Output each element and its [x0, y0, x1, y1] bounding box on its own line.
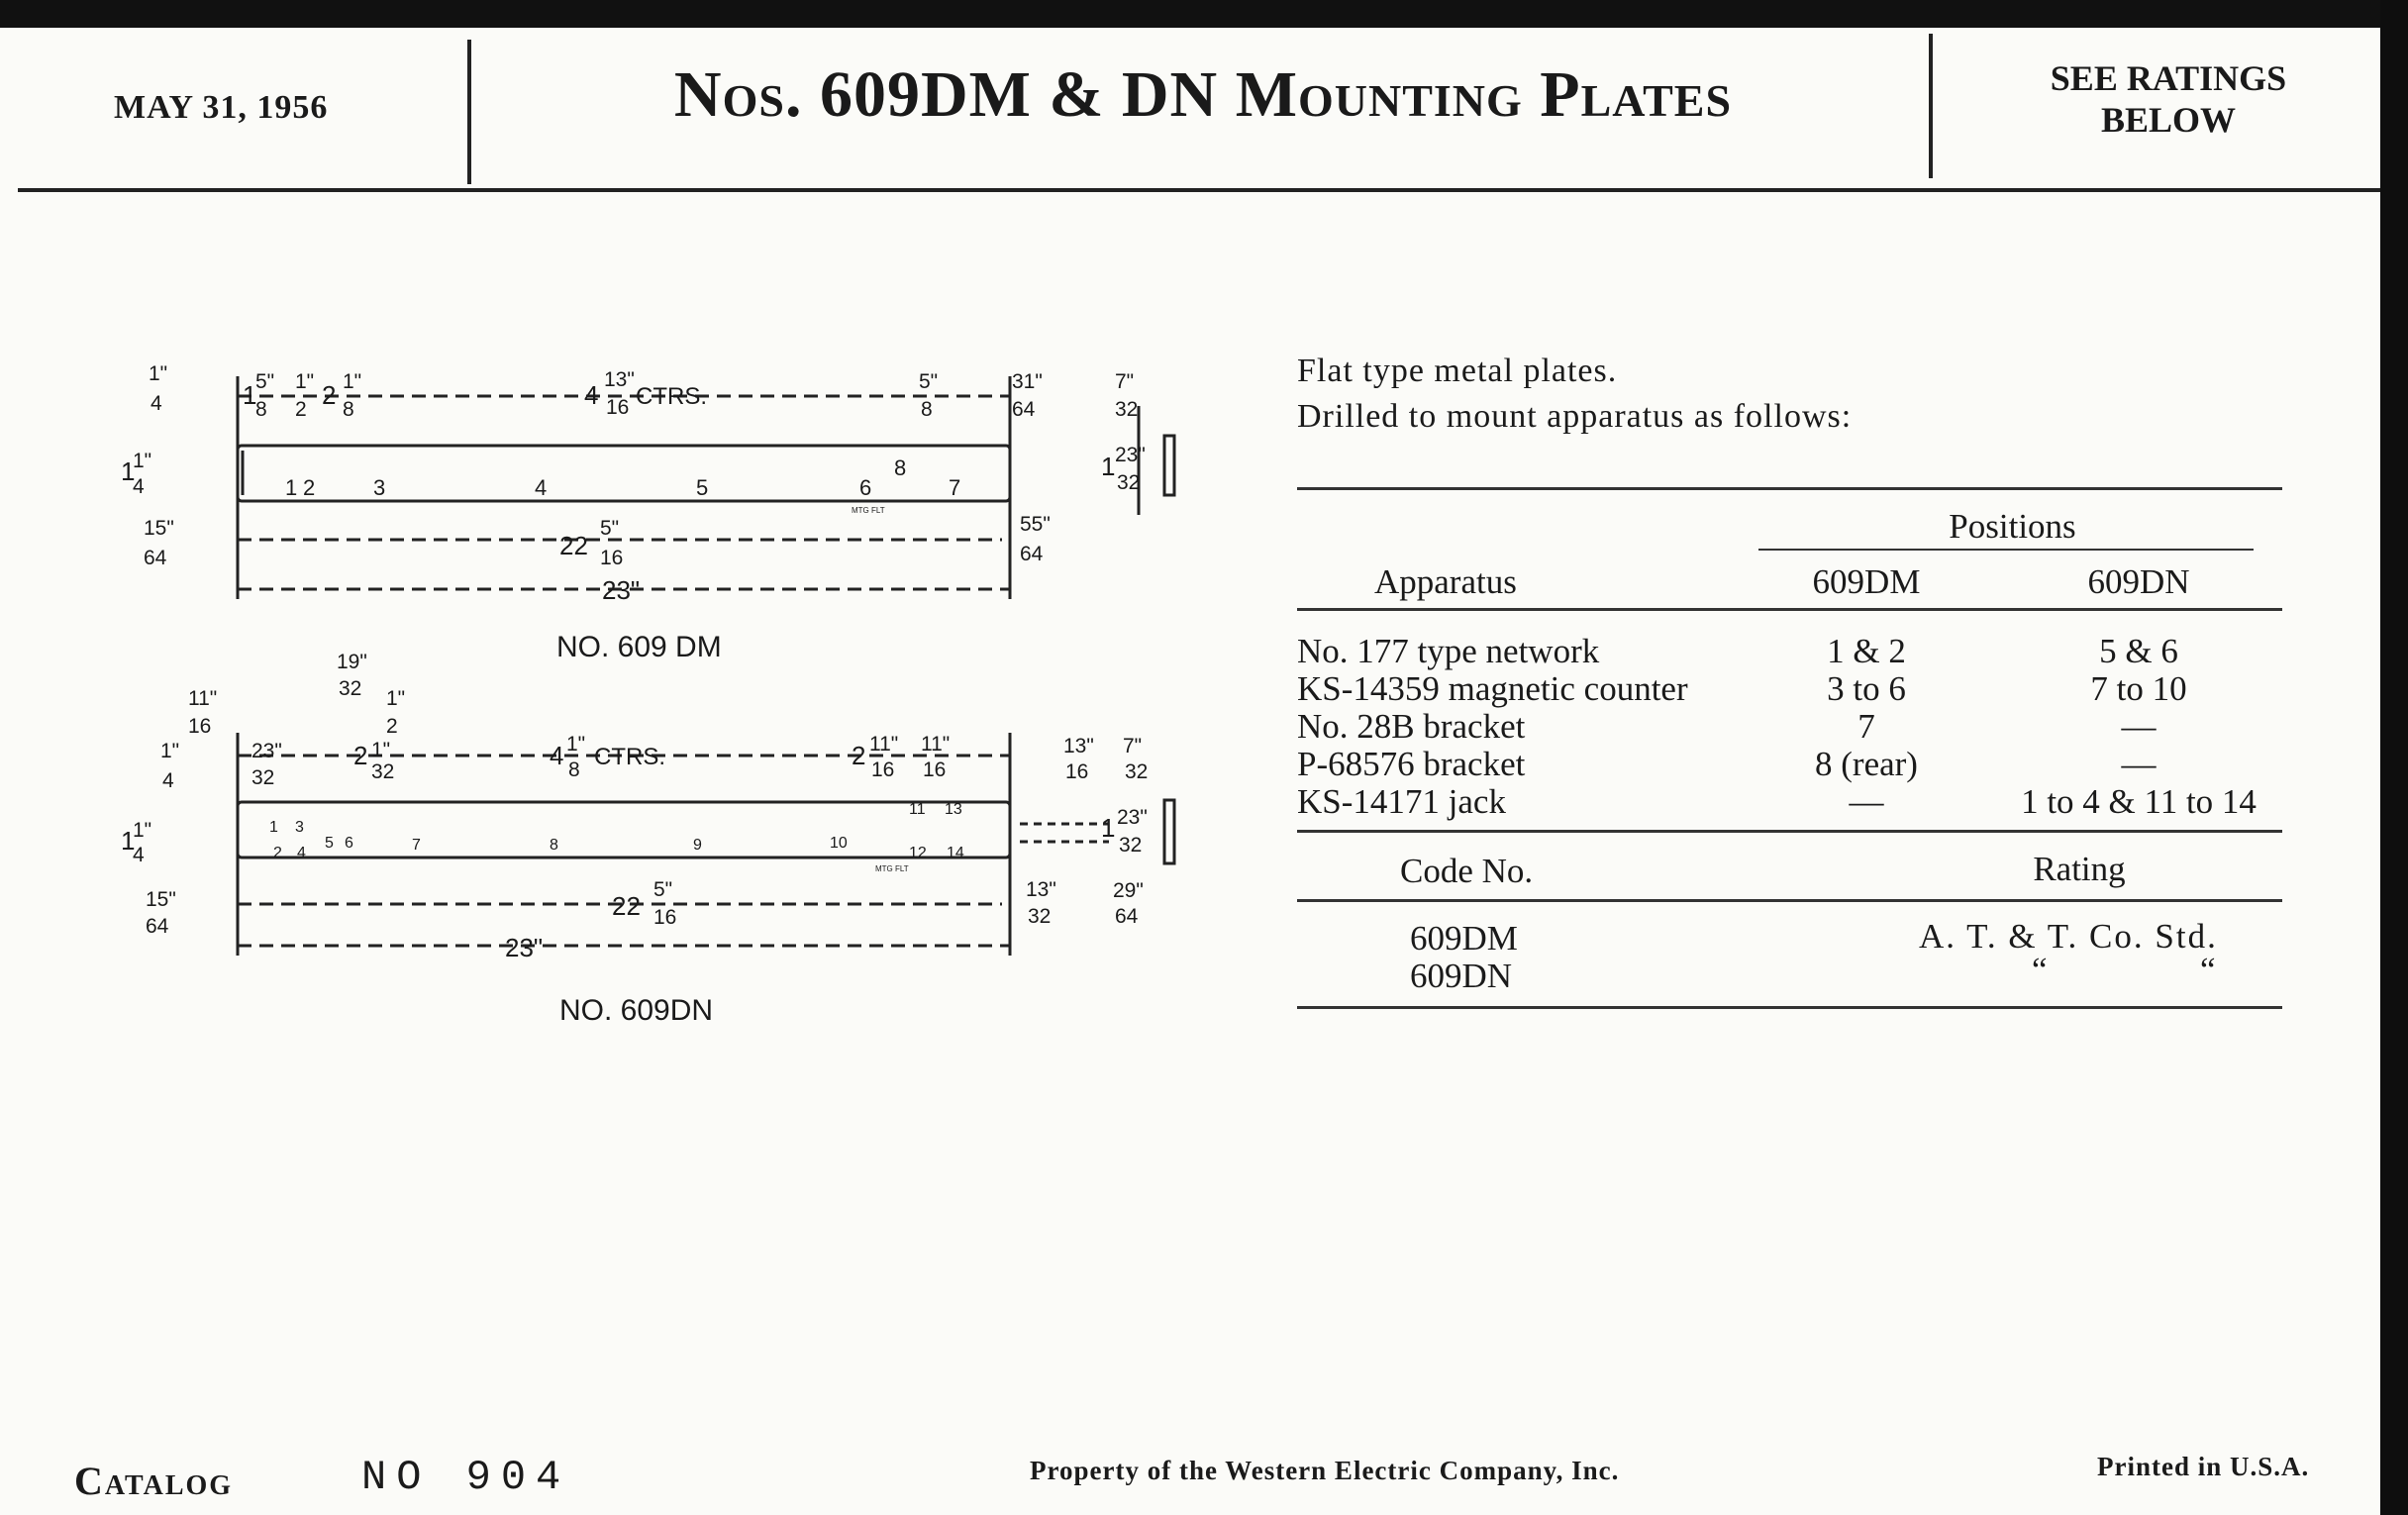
- dn-dim-8-num: 1": [371, 739, 391, 761]
- dm-ctrs-whole: 4: [584, 380, 599, 410]
- rating-col-header: Rating: [2033, 850, 2126, 888]
- apparatus-row-3-dm: 7: [1857, 707, 1875, 746]
- dm-dim-4-whole: 1: [243, 380, 257, 410]
- dn-col-header: 609DN: [2087, 562, 2190, 601]
- apparatus-row-4-dn: —: [2121, 745, 2157, 783]
- apparatus-row-3-dn: —: [2121, 707, 2157, 746]
- dn-pos-7: 7: [412, 837, 421, 854]
- dn-dim-13-num: 7": [1123, 735, 1143, 758]
- rating-row-1: A. T. & T. Co. Std.: [1919, 917, 2218, 956]
- dn-dim-2-num: 1": [160, 740, 180, 762]
- positions-underline: [1758, 549, 2254, 551]
- dm-dim-7-den: 8: [921, 398, 933, 421]
- dn-ctrs-whole: 4: [550, 741, 564, 770]
- dm-dim-4-den: 8: [255, 398, 267, 421]
- dm-dim-3-num: 15": [144, 517, 174, 540]
- apparatus-row-5-name: KS-14171 jack: [1297, 782, 1506, 821]
- dn-dim-12-den: 32: [1028, 905, 1052, 928]
- dm-col-header: 609DM: [1812, 562, 1921, 601]
- apparatus-row-4-name: P-68576 bracket: [1297, 745, 1526, 783]
- dn-pos-10: 10: [830, 835, 848, 852]
- dn-dim-14-whole: 1: [1101, 813, 1116, 843]
- rating-row-2-ditto-2: “: [2200, 951, 2216, 989]
- dm-dim-11-num: 23": [1115, 444, 1146, 466]
- dm-dim-3-den: 64: [144, 547, 167, 569]
- dm-dim-9-den: 64: [1020, 543, 1044, 565]
- dn-pos-2: 2: [273, 845, 282, 861]
- dm-dim-8-den: 64: [1012, 398, 1036, 421]
- dm-dim-2-num: 1": [133, 450, 152, 472]
- table-rule-mid: [1297, 830, 2282, 833]
- code-row-2: 609DN: [1410, 957, 1513, 995]
- dn-dim-1-den: 16: [188, 715, 212, 738]
- catalog-number: NO 904: [361, 1454, 571, 1501]
- dm-pos-1: 1: [285, 475, 298, 500]
- dn-dim-5-den: 32: [251, 766, 275, 789]
- dn-dim-1-num: 11": [188, 687, 218, 710]
- apparatus-row-1-dm: 1 & 2: [1827, 632, 1906, 670]
- dn-pos-14: 14: [947, 845, 964, 861]
- dn-dim-12-num: 13": [1026, 878, 1056, 901]
- dm-dim-1-den: 4: [150, 392, 162, 415]
- dm-pos-6: 6: [859, 475, 872, 500]
- apparatus-row-1-name: No. 177 type network: [1297, 632, 1600, 670]
- dm-dim-11-den: 32: [1117, 471, 1141, 494]
- dn-dim-14-den: 32: [1119, 834, 1143, 857]
- mounting-plate-drawings: [0, 0, 1287, 1089]
- dn-dim-3-num: 1": [133, 819, 152, 842]
- dm-pos-7: 7: [949, 475, 961, 500]
- dm-dim-4-num: 5": [255, 370, 275, 393]
- apparatus-row-1-dn: 5 & 6: [2099, 632, 2178, 670]
- dn-mtg-flat: MTG FLT: [875, 864, 909, 873]
- dm-dim-2-whole: 1: [121, 456, 136, 486]
- dm-dim-7-num: 5": [919, 370, 939, 393]
- apparatus-row-5-dm: —: [1849, 782, 1884, 821]
- dn-pos-1: 1: [269, 819, 278, 836]
- dm-dim-1-num: 1": [149, 362, 168, 385]
- dm-pos-3: 3: [373, 475, 386, 500]
- description-line-1: Flat type metal plates.: [1297, 353, 1618, 389]
- dn-dim-4-num: 15": [146, 888, 176, 911]
- dn-dim-9-num: 11": [869, 733, 899, 756]
- dn-length-total: 23": [505, 933, 544, 962]
- rating-note: [2010, 57, 2327, 141]
- dn-pos-4: 4: [297, 845, 306, 861]
- dn-dim-5-num: 23": [251, 740, 282, 762]
- rating-note-line2: BELOW: [2100, 100, 2237, 140]
- dm-ctrs-word: CTRS.: [636, 383, 707, 410]
- dm-ctrs-num: 13": [604, 368, 635, 391]
- dn-dim-10-num: 11": [921, 733, 951, 756]
- dn-pos-3: 3: [295, 819, 304, 836]
- dn-dim-10-den: 16: [923, 758, 947, 781]
- dn-dim-7-num: 1": [386, 687, 406, 710]
- page-title: Nos. 609DM & DN Mounting Plates: [673, 58, 1733, 131]
- dn-length-inner-whole: 22: [612, 891, 641, 921]
- dn-dim-15-num: 29": [1113, 879, 1144, 902]
- dn-dim-2-den: 4: [162, 769, 174, 792]
- dn-dim-3-whole: 1: [121, 826, 136, 856]
- dn-dim-8-den: 32: [371, 760, 395, 783]
- dm-length-inner-num: 5": [600, 517, 620, 540]
- dn-dim-14-num: 23": [1117, 806, 1148, 829]
- plate-609dn-outline: [238, 802, 1010, 858]
- header-divider-right: [1929, 34, 1933, 178]
- dn-dim-7-den: 2: [386, 715, 398, 738]
- dm-dim-10-num: 7": [1115, 370, 1135, 393]
- code-row-1: 609DM: [1410, 919, 1518, 958]
- dn-pos-5: 5: [325, 835, 334, 852]
- dm-dim-5-den: 2: [295, 398, 307, 421]
- dn-pos-11: 11: [909, 801, 926, 818]
- scan-edge: [2380, 0, 2408, 1515]
- table-rule-top: [1297, 487, 2282, 490]
- dn-dim-11-num: 13": [1063, 735, 1094, 758]
- catalog-label: Catalog: [74, 1459, 234, 1503]
- dn-length-inner-num: 5": [653, 878, 673, 901]
- dn-pos-12: 12: [909, 845, 927, 861]
- dn-dim-11-den: 16: [1065, 760, 1089, 783]
- rating-rule-head: [1297, 899, 2282, 902]
- dn-dim-13-den: 32: [1125, 760, 1149, 783]
- apparatus-row-2-dm: 3 to 6: [1827, 669, 1906, 708]
- rating-row-2-ditto-1: “: [2032, 951, 2048, 989]
- code-col-header: Code No.: [1400, 852, 1534, 890]
- dm-dim-6-den: 8: [343, 398, 354, 421]
- table-rule-head: [1297, 608, 2282, 611]
- dn-ctrs-den: 8: [568, 758, 580, 781]
- rating-rule-bottom: [1297, 1006, 2282, 1009]
- dm-caption: NO. 609 DM: [556, 631, 722, 663]
- dm-dim-2-den: 4: [133, 475, 145, 498]
- rating-note-line1: SEE RATINGS: [2050, 58, 2287, 98]
- dm-dim-10-den: 32: [1115, 398, 1139, 421]
- dm-dim-11-whole: 1: [1101, 452, 1116, 481]
- positions-header: Positions: [1949, 507, 2076, 546]
- dn-pos-9: 9: [693, 837, 702, 854]
- dm-pos-8: 8: [894, 455, 907, 480]
- apparatus-row-2-name: KS-14359 magnetic counter: [1297, 669, 1688, 708]
- apparatus-row-2-dn: 7 to 10: [2090, 669, 2187, 708]
- dm-dim-5-num: 1": [295, 370, 315, 393]
- dm-dim-6-num: 1": [343, 370, 362, 393]
- apparatus-col-header: Apparatus: [1374, 562, 1517, 601]
- dn-dim-15-den: 64: [1115, 905, 1139, 928]
- dn-dim-4-den: 64: [146, 915, 169, 938]
- dm-pos-2: 2: [303, 475, 316, 500]
- dm-dim-6-whole: 2: [322, 380, 337, 410]
- apparatus-row-4-dm: 8 (rear): [1815, 745, 1918, 783]
- dn-dim-3-den: 4: [133, 844, 145, 866]
- dn-pos-13: 13: [945, 801, 962, 818]
- dm-pos-4: 4: [535, 475, 548, 500]
- dm-ctrs-den: 16: [606, 396, 630, 419]
- dn-ctrs-num: 1": [566, 733, 586, 756]
- dm-dim-8-num: 31": [1012, 370, 1043, 393]
- dm-length-total: 23": [602, 575, 641, 605]
- dn-caption: NO. 609DN: [559, 994, 714, 1027]
- apparatus-row-5-dn: 1 to 4 & 11 to 14: [2021, 782, 2257, 821]
- property-notice: Property of the Western Electric Company, Inc.: [1030, 1456, 1620, 1485]
- issue-date: MAY 31, 1956: [114, 89, 329, 126]
- apparatus-row-3-name: No. 28B bracket: [1297, 707, 1526, 746]
- dm-length-inner-whole: 22: [559, 531, 588, 560]
- description-line-2: Drilled to mount apparatus as follows:: [1297, 398, 1853, 435]
- dm-pos-5: 5: [696, 475, 709, 500]
- dm-length-inner-den: 16: [600, 547, 624, 569]
- dn-dim-6-den: 32: [339, 677, 362, 700]
- printed-notice: Printed in U.S.A.: [2097, 1452, 2310, 1481]
- dn-dim-9-whole: 2: [852, 741, 866, 770]
- dn-ctrs-word: CTRS.: [594, 744, 665, 770]
- dn-pos-8: 8: [550, 837, 558, 854]
- dn-pos-6: 6: [345, 835, 353, 852]
- dm-dim-9-num: 55": [1020, 513, 1051, 536]
- dn-dim-9-den: 16: [871, 758, 895, 781]
- dn-dim-6-num: 19": [337, 651, 367, 673]
- dn-length-inner-den: 16: [653, 906, 677, 929]
- dm-mtg-flat: MTG FLT: [852, 506, 885, 515]
- dn-dim-8-whole: 2: [353, 741, 368, 770]
